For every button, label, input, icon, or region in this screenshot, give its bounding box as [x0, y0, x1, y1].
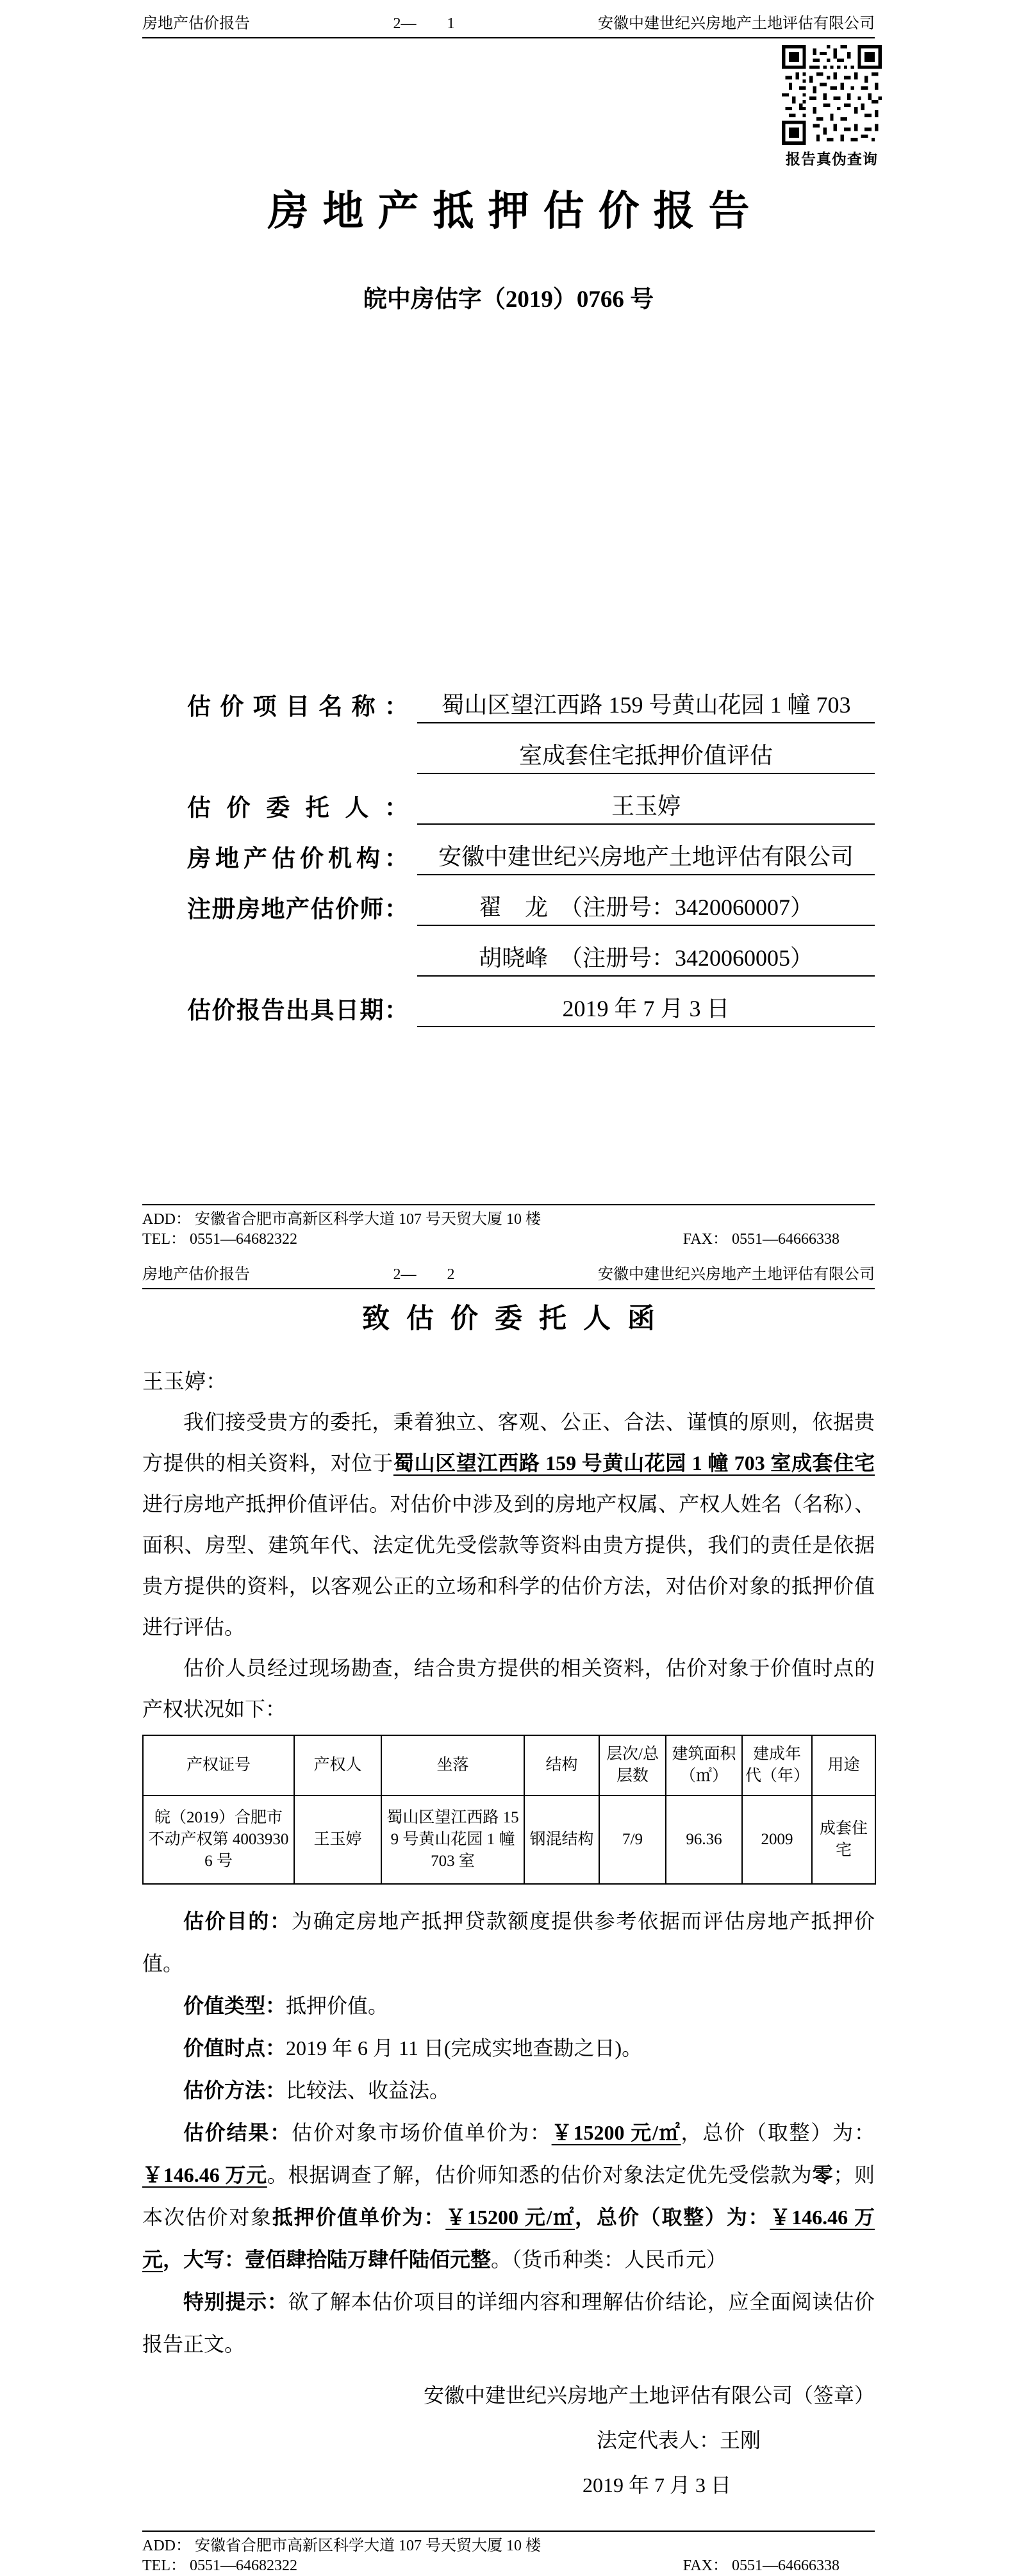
agency-label: 房地产估价机构： [187, 846, 408, 872]
cell-year-built: 2009 [742, 1796, 812, 1884]
result-mortgage-label: 抵押价值单价为： [272, 2206, 446, 2229]
table-header-row [143, 1735, 875, 1796]
result-seg5: ，总价（取整）为： [575, 2206, 770, 2229]
property-rights-table [142, 1735, 876, 1885]
qr-code [782, 45, 882, 145]
report-date-label: 估价报告出具日期： [187, 998, 408, 1024]
result-capital-amount: 壹佰肆拾陆万肆仟陆佰元整 [245, 2248, 492, 2271]
cell-cert-no: 皖（2019）合肥市不动产权第 40039306 号 [143, 1796, 294, 1884]
letter-paragraph-2: 估价人员经过现场勘查，结合贵方提供的相关资料，估价对象于价值时点的产权状况如下： [142, 1656, 875, 1721]
col-structure: 结构 [524, 1735, 599, 1796]
page-header [142, 0, 875, 38]
page-header [142, 1251, 875, 1289]
notice-text: 欲了解本估价项目的详细内容和理解估价结论，应全面阅读估价报告正文。 [142, 2290, 875, 2356]
agency-value: 安徽中建世纪兴房地产土地评估有限公司 [417, 839, 875, 875]
letter-to-client-page [0, 1251, 1017, 2576]
cell-structure: 钢混结构 [524, 1796, 599, 1884]
cell-location: 蜀山区望江西路 159 号黄山花园 1 幢 703 室 [381, 1796, 524, 1884]
result-zero: 零 [812, 2163, 834, 2186]
signature-block [142, 2373, 875, 2507]
value-date-text: 2019 年 6 月 11 日(完成实地查勘之日)。 [286, 2036, 643, 2060]
appraiser-label: 注册房地产估价师： [187, 896, 408, 923]
field-project-name-cont [187, 723, 875, 774]
header-page-indicator [393, 14, 455, 33]
footer-tel: TEL： 0551—64682322 [142, 2557, 297, 2574]
result-unit-price-1: ￥15200 元/㎡ [551, 2121, 681, 2144]
header-pages-total: 2— [393, 15, 417, 32]
col-location: 坐落 [381, 1735, 524, 1796]
page-footer [142, 2531, 875, 2576]
field-appraiser-1 [187, 875, 875, 926]
result-total-1: ￥146.46 万元 [142, 2163, 267, 2186]
header-company-name: 安徽中建世纪兴房地产土地评估有限公司 [598, 15, 875, 32]
field-report-date [187, 977, 875, 1027]
appraisal-items [142, 1900, 875, 2365]
field-agency [187, 825, 875, 875]
item-method [142, 2069, 875, 2111]
header-page-number: 2 [447, 1266, 455, 1283]
footer-fax: FAX： 0551—64666338 [682, 2557, 839, 2574]
field-client [187, 774, 875, 825]
value-type-label: 价值类型： [183, 1994, 286, 2017]
appraiser-1-value: 翟 龙 （注册号：3420060007） [417, 889, 875, 926]
para1-seg1: 我们接受贵方的委托，秉着独立、客观、公正、合法、谨慎的原则，依据贵方提供的相关资料，对位于 [142, 1410, 875, 1474]
report-cover-page [0, 0, 1017, 1251]
result-total-2: ￥146.46 万元 [142, 2206, 875, 2271]
page-footer [142, 1204, 875, 1250]
footer-tel: TEL： 0551—64682322 [142, 1231, 297, 1248]
signature-legal-rep: 法定代表人：王刚 [596, 2429, 761, 2452]
item-value-type [142, 1985, 875, 2027]
purpose-text: 为确定房地产抵押贷款额度提供参考依据而评估房地产抵押价值。 [142, 1910, 875, 1975]
col-year-built: 建成年代（年） [742, 1735, 812, 1796]
salutation: 王玉婷： [142, 1371, 227, 1394]
header-page-number: 1 [447, 15, 455, 32]
cell-use: 成套住宅 [812, 1796, 875, 1884]
header-doc-type: 房地产估价报告 [142, 15, 250, 32]
method-label: 估价方法： [183, 2079, 286, 2102]
cell-floor: 7/9 [599, 1796, 666, 1884]
cell-owner: 王玉婷 [294, 1796, 381, 1884]
result-seg2: ，总价（取整）为： [681, 2121, 875, 2144]
cell-area: 96.36 [666, 1796, 742, 1884]
signature-date: 2019 年 7 月 3 日 [582, 2473, 731, 2497]
footer-address: ADD： 安徽省合肥市高新区科学大道 107 号天贸大厦 10 楼 [142, 1211, 541, 1228]
table-row [143, 1796, 875, 1884]
report-title: 房地产抵押估价报告 [267, 188, 764, 234]
col-owner: 产权人 [294, 1735, 381, 1796]
client-label: 估价委托人： [187, 795, 408, 822]
col-area: 建筑面积（㎡） [666, 1735, 742, 1796]
letter-paragraph-1 [142, 1401, 875, 1647]
notice-label: 特别提示： [183, 2290, 288, 2313]
signature-company: 安徽中建世纪兴房地产土地评估有限公司（签章） [423, 2384, 875, 2407]
project-name-value-line1: 蜀山区望江西路 159 号黄山花园 1 幢 703 [417, 687, 875, 723]
project-name-value-line2: 室成套住宅抵押价值评估 [417, 738, 875, 774]
item-value-date [142, 2027, 875, 2069]
report-number: 皖中房估字（2019）0766 号 [363, 286, 654, 313]
result-seg7: 。（货币种类：人民币元） [491, 2248, 727, 2271]
appraiser-2-value: 胡晓峰 （注册号：3420060005） [417, 940, 875, 977]
footer-address: ADD： 安徽省合肥市高新区科学大道 107 号天贸大厦 10 楼 [142, 2538, 541, 2554]
result-seg1: 估价对象市场价值单价为： [292, 2121, 552, 2144]
result-unit-price-2: ￥15200 元/㎡ [445, 2206, 575, 2229]
header-pages-total: 2— [393, 1266, 417, 1283]
field-appraiser-2 [187, 926, 875, 977]
col-use: 用途 [812, 1735, 875, 1796]
para1-seg2: 进行房地产抵押价值评估。对估价中涉及到的房地产权属、产权人姓名（名称）、面积、房型、建筑年代、法定优先受偿款等资料由贵方提供，我们的责任是依据贵方提供的资料，以客观公正的立场和科学的估价方法，对估价对象的抵押价值进行评估。 [142, 1492, 875, 1639]
result-seg6: ，大写： [163, 2248, 245, 2271]
result-seg3: 。根据调查了解，估价师知悉的估价对象法定优先受偿款为 [267, 2163, 813, 2186]
qr-block [782, 45, 882, 169]
purpose-label: 估价目的： [183, 1910, 292, 1933]
field-project-name [187, 673, 875, 723]
cover-fields [142, 673, 875, 1027]
method-text: 比较法、收益法。 [286, 2079, 451, 2102]
col-cert-no: 产权证号 [143, 1735, 294, 1796]
letter-title: 致估价委托人函 [362, 1304, 672, 1334]
value-date-label: 价值时点： [183, 2036, 286, 2060]
item-purpose [142, 1900, 875, 1985]
result-label: 估价结果： [183, 2121, 292, 2144]
client-value: 王玉婷 [417, 788, 875, 825]
header-page-indicator [393, 1265, 455, 1284]
project-name-label: 估价项目名称： [187, 694, 408, 720]
item-result [142, 2111, 875, 2281]
header-company-name: 安徽中建世纪兴房地产土地评估有限公司 [598, 1266, 875, 1283]
col-floor: 层次/总层数 [599, 1735, 666, 1796]
value-type-text: 抵押价值。 [286, 1994, 389, 2017]
report-date-value: 2019 年 7 月 3 日 [417, 991, 875, 1027]
item-notice [142, 2281, 875, 2365]
qr-verify-label: 报告真伪查询 [786, 151, 878, 167]
footer-fax: FAX： 0551—64666338 [682, 1231, 839, 1248]
result-seg4: ；则本次估价对象 [142, 2163, 875, 2229]
header-doc-type: 房地产估价报告 [142, 1266, 250, 1283]
para1-property-address: 蜀山区望江西路 159 号黄山花园 1 幢 703 室成套住宅 [393, 1451, 875, 1474]
